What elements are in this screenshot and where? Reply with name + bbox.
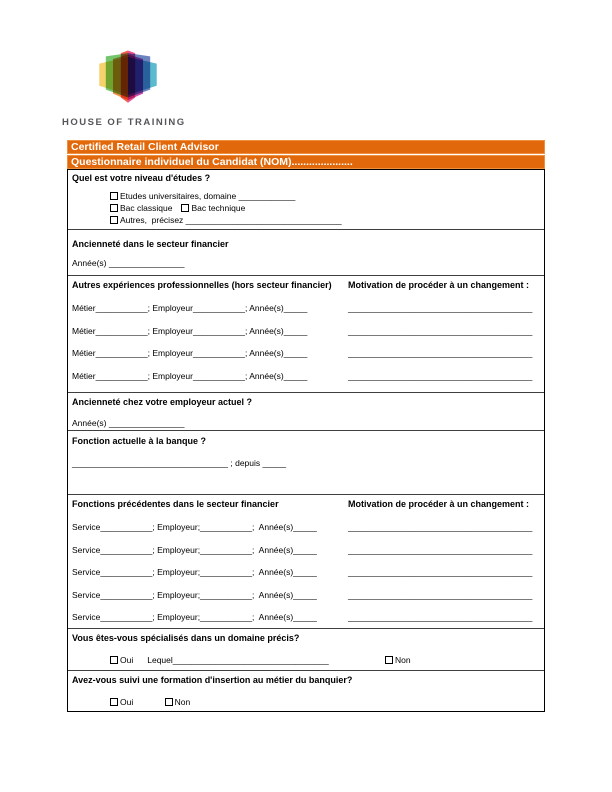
checkbox-oui-icon[interactable]	[110, 698, 118, 706]
question-education-level: Quel est votre niveau d'études ?	[72, 173, 211, 183]
previous-functions-header	[72, 499, 540, 509]
experience-row	[72, 303, 540, 313]
function-row	[72, 545, 540, 555]
non-option	[165, 697, 191, 707]
other-experience-header	[72, 280, 540, 290]
motivation-blank-line: _______________________________________	[348, 522, 533, 532]
checkbox-bac-technique-icon[interactable]	[181, 204, 189, 212]
title-bar-primary: Certified Retail Client Advisor	[67, 140, 545, 154]
checkbox-etudes-universitaires-icon[interactable]	[110, 192, 118, 200]
motivation-blank-line: _______________________________________	[348, 303, 533, 313]
years-blank-line: Année(s) ________________	[72, 258, 185, 268]
checkbox-autres-icon[interactable]	[110, 216, 118, 224]
label-oui: Oui	[120, 697, 134, 707]
option-line-autres	[110, 215, 540, 225]
specialization-answer-row	[110, 655, 540, 665]
title-seniority-current-employer: Ancienneté chez votre employeur actuel ?	[72, 397, 253, 407]
service-row: Service___________; Employeur;___________; Année(s)_____	[72, 567, 317, 577]
function-row	[72, 590, 540, 600]
motivation-blank-line: _______________________________________	[348, 612, 533, 622]
label-non: Non	[174, 697, 191, 707]
education-options	[110, 191, 540, 225]
motivation-blank-line: _______________________________________	[348, 589, 533, 600]
lequel-blank-line: Lequel_________________________________	[147, 655, 329, 665]
house-of-training-logo	[95, 44, 161, 106]
section-previous-functions	[68, 494, 544, 628]
metier-row: Métier___________; Employeur___________; Année(s)_____	[72, 303, 308, 313]
section-other-experience	[68, 275, 544, 392]
section-education-level	[68, 170, 544, 229]
years-blank-line: Année(s) ________________	[72, 418, 185, 428]
experience-row	[72, 371, 540, 381]
service-row: Service___________; Employeur;___________; Année(s)_____	[72, 612, 317, 622]
metier-row: Métier___________; Employeur___________; Année(s)_____	[72, 370, 308, 381]
label-oui: Oui	[120, 655, 134, 665]
function-row	[72, 522, 540, 532]
section-seniority-financial	[68, 229, 544, 275]
title-seniority-financial: Ancienneté dans le secteur financier	[72, 239, 229, 249]
option-line-bac	[110, 203, 540, 213]
function-depuis-blank-line: _________________________________ ; depuis _____	[72, 458, 287, 468]
motivation-blank-line: _______________________________________	[348, 348, 533, 358]
insertion-answer-row	[110, 697, 540, 707]
service-row: Service___________; Employeur;___________; Année(s)_____	[72, 544, 317, 555]
option-bac-classique: Bac classique	[120, 203, 173, 213]
checkbox-non-icon[interactable]	[385, 656, 393, 664]
option-bac-technique: Bac technique	[191, 203, 246, 213]
metier-row: Métier___________; Employeur___________; Année(s)_____	[72, 325, 308, 336]
title-current-function: Fonction actuelle à la banque ?	[72, 436, 207, 446]
book-fan-icon	[95, 44, 161, 106]
experience-row	[72, 348, 540, 358]
checkbox-oui-icon[interactable]	[110, 656, 118, 664]
metier-row: Métier___________; Employeur___________; Année(s)_____	[72, 348, 308, 358]
title-bar-secondary: Questionnaire individuel du Candidat (NOM).....................	[67, 155, 545, 169]
motivation-blank-line: _______________________________________	[348, 325, 533, 336]
section-specialization	[68, 628, 544, 670]
option-etudes-universitaires: Etudes universitaires, domaine ____________	[120, 191, 296, 201]
function-row	[72, 612, 540, 622]
service-row: Service___________; Employeur;___________; Année(s)_____	[72, 589, 317, 600]
brand-name: HOUSE OF TRAINING	[62, 117, 186, 128]
question-insertion-training: Avez-vous suivi une formation d'insertion au métier du banquier?	[72, 675, 353, 685]
title-other-experience: Autres expériences professionnelles (hors secteur financier)	[72, 280, 332, 290]
question-specialization: Vous êtes-vous spécialisés dans un domaine précis?	[72, 633, 300, 643]
title-motivation-change: Motivation de procéder à un changement :	[348, 499, 530, 509]
option-line-university	[110, 191, 540, 201]
checkbox-non-icon[interactable]	[165, 698, 173, 706]
section-current-function	[68, 430, 544, 494]
service-row: Service___________; Employeur;___________; Année(s)_____	[72, 522, 317, 532]
experience-row	[72, 326, 540, 336]
section-seniority-current-employer	[68, 392, 544, 430]
questionnaire-table	[67, 169, 545, 712]
option-autres: Autres, précisez _________________________________	[120, 215, 342, 225]
motivation-blank-line: _______________________________________	[348, 567, 533, 577]
section-insertion-training	[68, 670, 544, 711]
checkbox-bac-classique-icon[interactable]	[110, 204, 118, 212]
function-row	[72, 567, 540, 577]
motivation-blank-line: _______________________________________	[348, 544, 533, 555]
label-non: Non	[395, 655, 411, 665]
title-previous-functions: Fonctions précédentes dans le secteur financier	[72, 499, 279, 509]
motivation-blank-line: _______________________________________	[348, 370, 533, 381]
title-motivation-change: Motivation de procéder à un changement :	[348, 280, 530, 290]
non-option	[385, 655, 411, 665]
